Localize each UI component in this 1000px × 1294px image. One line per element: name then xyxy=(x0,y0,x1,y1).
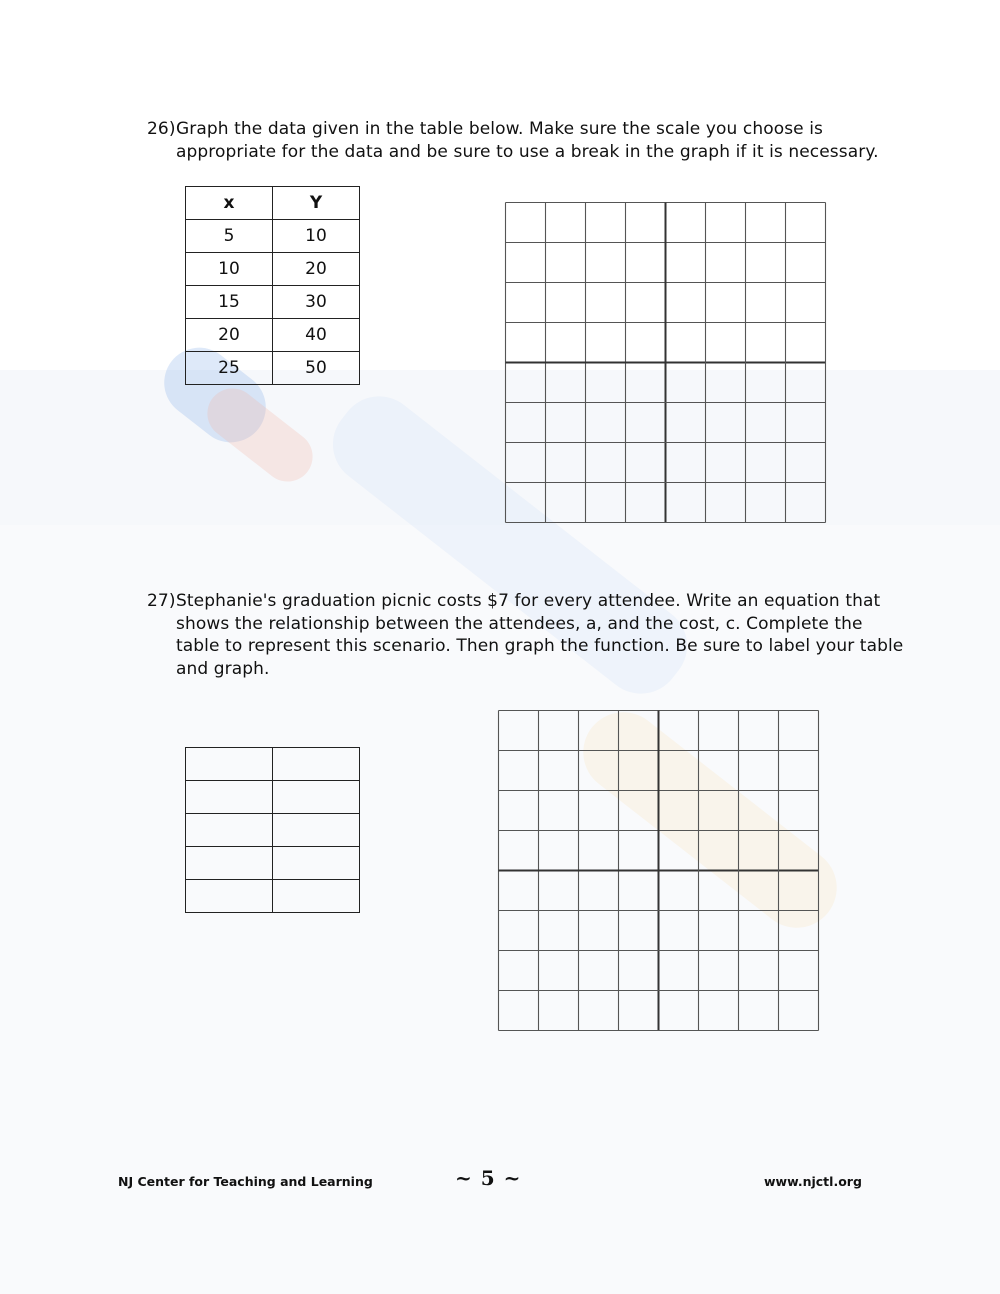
table-cell: 30 xyxy=(273,286,360,319)
table-cell xyxy=(186,880,273,913)
table-cell: 10 xyxy=(186,253,273,286)
data-table-26 xyxy=(185,186,360,385)
table-row xyxy=(186,781,360,814)
table-cell: 20 xyxy=(273,253,360,286)
table-cell: 25 xyxy=(186,352,273,385)
table-cell: 10 xyxy=(273,220,360,253)
table-header-row xyxy=(186,187,360,220)
footer-organization: NJ Center for Teaching and Learning xyxy=(118,1174,373,1189)
table-cell: 20 xyxy=(186,319,273,352)
footer-website: www.njctl.org xyxy=(764,1174,862,1189)
table-row xyxy=(186,847,360,880)
table-row xyxy=(186,220,360,253)
question-number: 26) xyxy=(147,119,176,139)
table-cell xyxy=(273,781,360,814)
table-cell xyxy=(273,880,360,913)
table-row xyxy=(186,319,360,352)
table-row xyxy=(186,880,360,913)
question-number: 27) xyxy=(147,591,176,611)
question-27 xyxy=(147,590,907,680)
graph-grid-27 xyxy=(497,709,820,1032)
question-text: Graph the data given in the table below. Make sure the scale you choose is appropriate for the data and be sure to use a break in the graph if it is necessary. xyxy=(176,119,879,162)
table-cell: 50 xyxy=(273,352,360,385)
table-cell xyxy=(186,814,273,847)
header-y: Y xyxy=(273,187,360,220)
table-cell xyxy=(273,748,360,781)
graph-grid-26 xyxy=(504,201,827,524)
table-row xyxy=(186,748,360,781)
header-x: x xyxy=(186,187,273,220)
table-cell: 5 xyxy=(186,220,273,253)
table-cell: 40 xyxy=(273,319,360,352)
table-row xyxy=(186,286,360,319)
blank-table-27 xyxy=(185,747,360,913)
table-row xyxy=(186,253,360,286)
table-row xyxy=(186,814,360,847)
table-cell xyxy=(186,847,273,880)
page-number: ~ 5 ~ xyxy=(455,1166,522,1190)
table-row xyxy=(186,352,360,385)
question-26 xyxy=(147,118,907,163)
table-cell xyxy=(273,814,360,847)
table-cell xyxy=(273,847,360,880)
table-cell xyxy=(186,781,273,814)
table-cell xyxy=(186,748,273,781)
table-cell: 15 xyxy=(186,286,273,319)
question-text: Stephanie's graduation picnic costs $7 for every attendee. Write an equation that shows the relationship between the attendees, a, and the cost, c. Complete the table to represent this scenario. Then graph the function. Be sure to label your table and graph. xyxy=(176,591,904,679)
